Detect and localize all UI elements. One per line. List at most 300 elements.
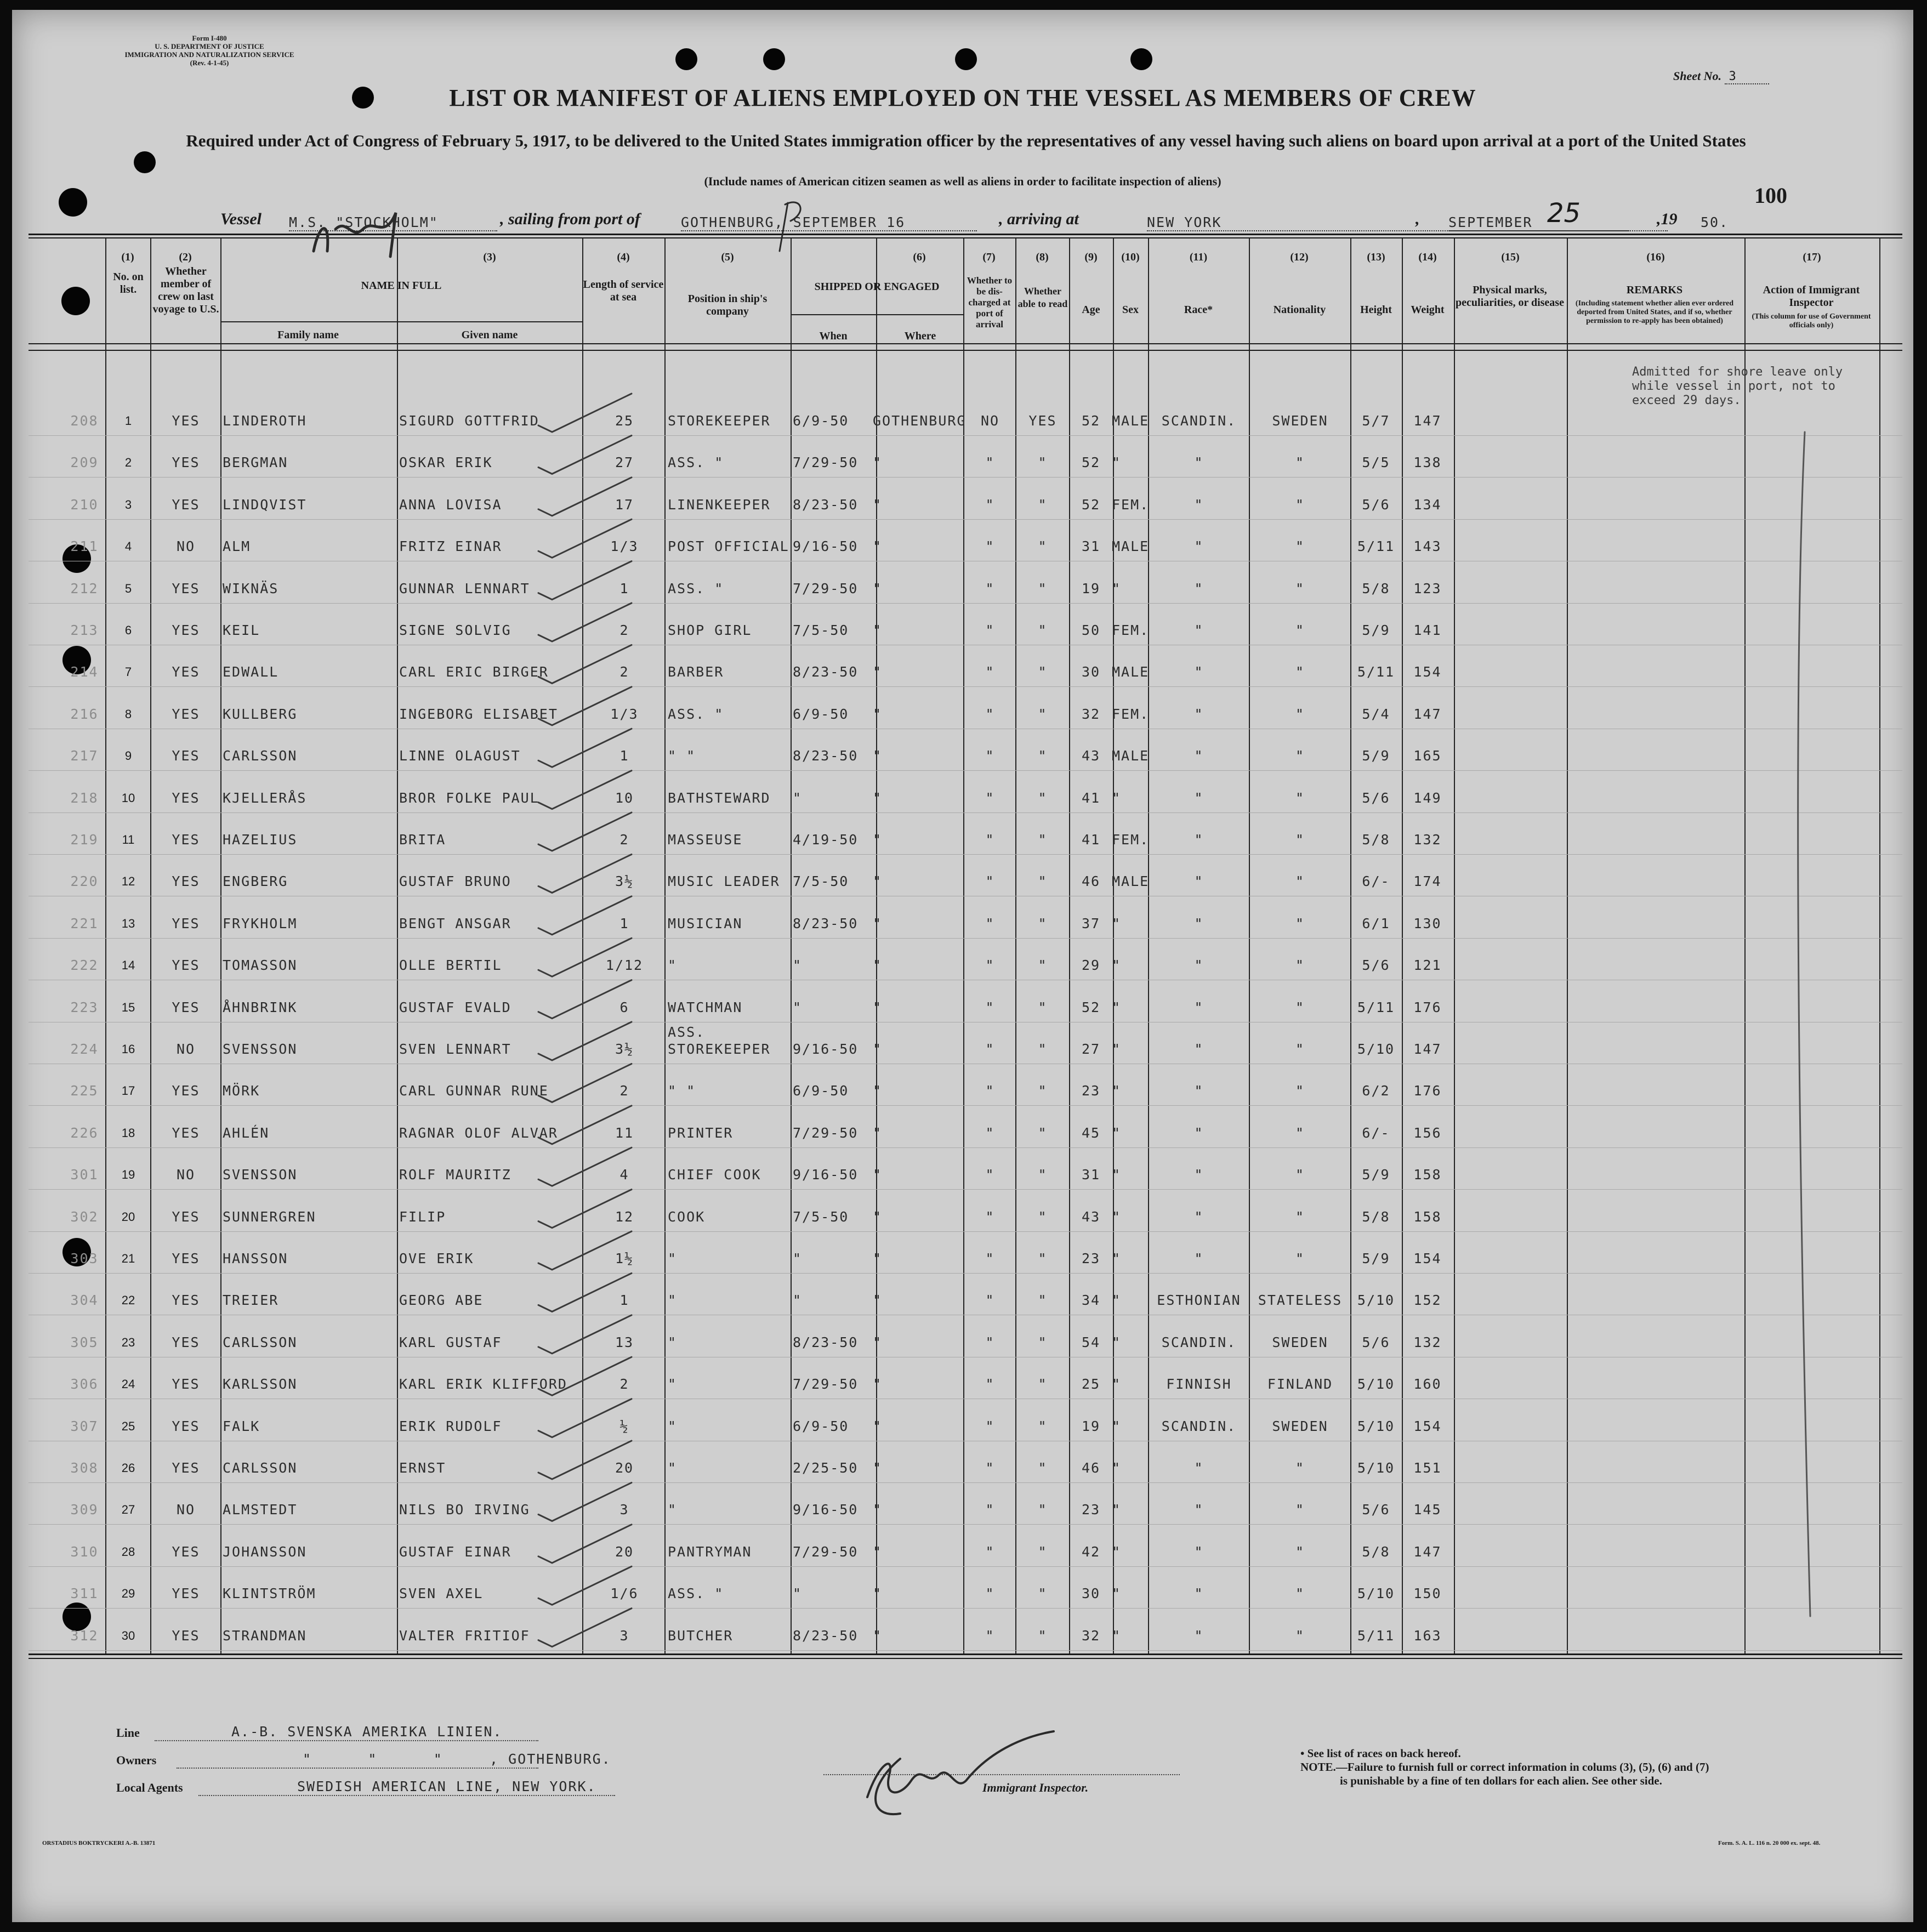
cell-sex: " (1112, 1334, 1122, 1350)
cell-read: " (1038, 1418, 1048, 1434)
cell-nat: SWEDEN (1272, 1334, 1328, 1350)
cell-no: 3 (124, 497, 132, 512)
cell-sex: MALE (1112, 748, 1150, 764)
header-when: When (819, 330, 848, 342)
cell-read: YES (1028, 413, 1057, 429)
cell-age: 32 (1081, 706, 1101, 722)
cell-age: 23 (1081, 1083, 1101, 1099)
cell-family: HAZELIUS (223, 832, 298, 848)
check-mark (538, 729, 632, 767)
cell-service: 1/3 (610, 538, 639, 555)
cell-sex: MALE (1112, 664, 1150, 680)
cell-disch: " (985, 1334, 995, 1350)
cell-disch: " (985, 789, 995, 806)
cell-when: " (793, 789, 803, 806)
cell-family: LINDQVIST (223, 496, 307, 513)
cell-height: 6/- (1362, 873, 1390, 890)
cell-no: 9 (124, 749, 132, 763)
cell-disch: " (985, 1292, 995, 1309)
cell-ref: 220 (70, 873, 99, 890)
cell-age: 43 (1081, 748, 1101, 764)
cell-ref: 210 (70, 496, 99, 513)
cell-read: " (1038, 1376, 1048, 1393)
cell-weight: 158 (1413, 1167, 1442, 1183)
cell-ref: 219 (70, 832, 99, 848)
cell-given: SVEN LENNART (399, 1041, 511, 1057)
column-number: (17) (1803, 251, 1821, 263)
remarks-text: Admitted for shore leave only while vessel in port, not to exceed 29 days. (1632, 365, 1843, 407)
cell-last: YES (172, 999, 200, 1015)
cell-no: 1 (124, 414, 132, 428)
cell-sex: " (1112, 1041, 1122, 1057)
cell-ref: 301 (70, 1167, 99, 1183)
cell-position: STOREKEEPER (668, 1041, 771, 1057)
cell-last: NO (176, 1502, 196, 1518)
cell-disch: " (985, 538, 995, 555)
cell-family: FRYKHOLM (223, 915, 298, 931)
cell-sex: " (1112, 454, 1122, 471)
cell-no: 11 (122, 833, 135, 846)
check-mark (538, 394, 632, 432)
footer-agents-value: SWEDISH AMERICAN LINE, NEW YORK. (297, 1778, 596, 1794)
cell-age: 52 (1081, 413, 1101, 429)
cell-position: ASS. " (668, 706, 724, 722)
cell-position: " (668, 1376, 678, 1393)
cell-when: 6/9-50 (793, 1083, 849, 1099)
cell-read: " (1038, 538, 1048, 555)
cell-height: 5/9 (1362, 748, 1390, 764)
cell-height: 5/10 (1357, 1418, 1395, 1434)
cell-ref: 213 (70, 622, 99, 638)
cell-when: " (793, 1292, 803, 1309)
cell-nat: " (1295, 706, 1305, 722)
cell-disch: " (985, 706, 995, 722)
cell-weight: 141 (1413, 622, 1442, 638)
cell-when: 9/16-50 (793, 1502, 859, 1518)
cell-when: 8/23-50 (793, 496, 859, 513)
cell-no: 27 (121, 1503, 135, 1517)
cell-sex: " (1112, 1251, 1122, 1266)
cell-when: 7/5-50 (793, 1208, 849, 1225)
cell-last: YES (172, 957, 200, 974)
cell-race: " (1194, 1124, 1204, 1141)
cell-height: 5/6 (1362, 789, 1390, 806)
cell-race: SCANDIN. (1161, 413, 1237, 429)
column-number: (10) (1121, 251, 1140, 263)
cell-disch: " (985, 1586, 995, 1602)
cell-height: 5/6 (1362, 1334, 1390, 1350)
cell-no: 18 (121, 1126, 135, 1140)
check-mark (538, 1525, 632, 1563)
cell-service: 17 (615, 496, 634, 513)
cell-height: 5/11 (1357, 999, 1395, 1015)
cell-when: 8/23-50 (793, 1334, 859, 1350)
footer-owners-label: Owners (116, 1753, 157, 1767)
cell-given: ANNA LOVISA (399, 496, 502, 513)
cell-family: CARLSSON (223, 1460, 298, 1476)
cell-age: 23 (1081, 1251, 1101, 1266)
cell-disch: " (985, 1627, 995, 1644)
cell-nat: " (1295, 1251, 1305, 1266)
cell-position: SHOP GIRL (668, 622, 752, 638)
check-mark (538, 812, 632, 851)
header-race: Race* (1184, 304, 1213, 316)
cell-sex: " (1112, 1502, 1122, 1518)
cell-where: " (873, 1208, 883, 1225)
cell-sex: MALE (1112, 873, 1150, 890)
cell-given: ROLF MAURITZ (399, 1167, 511, 1183)
cell-when: 7/5-50 (793, 873, 849, 890)
cell-sex: " (1112, 1083, 1122, 1099)
cell-family: FALK (223, 1418, 260, 1434)
cell-disch: " (985, 1124, 995, 1141)
note-fine: is punishable by a fine of ten dollars for each alien. See other side. (1340, 1774, 1662, 1787)
cell-where: " (873, 580, 883, 596)
cell-nat: " (1295, 832, 1305, 848)
cell-weight: 176 (1413, 999, 1442, 1015)
cell-race: SCANDIN. (1161, 1334, 1237, 1350)
cell-age: 29 (1081, 957, 1101, 974)
cell-race: SCANDIN. (1161, 1418, 1237, 1434)
cell-last: YES (172, 1083, 200, 1099)
cell-race: " (1194, 622, 1204, 638)
cell-ref: 214 (70, 664, 99, 680)
cell-sex: FEM. (1112, 706, 1150, 722)
cell-position: " (668, 1460, 678, 1476)
note-races: • See list of races on back hereof. (1300, 1747, 1461, 1760)
cell-ref: 307 (70, 1418, 99, 1434)
cell-disch: " (985, 999, 995, 1015)
column-number: (15) (1501, 251, 1520, 263)
cell-age: 45 (1081, 1124, 1101, 1141)
sheet-code: 100 (1754, 183, 1787, 208)
cell-position: COOK (668, 1208, 706, 1225)
check-mark (538, 1106, 632, 1144)
cell-age: 25 (1081, 1376, 1101, 1393)
cell-disch: " (985, 1543, 995, 1560)
cell-ref: 224 (70, 1041, 99, 1057)
cell-weight: 160 (1413, 1376, 1442, 1393)
cell-ref: 309 (70, 1502, 99, 1518)
cell-family: ALM (223, 538, 251, 555)
cell-service: 20 (615, 1543, 634, 1560)
cell-read: " (1038, 1543, 1048, 1560)
cell-position: PRINTER (668, 1124, 734, 1141)
cell-race: " (1194, 832, 1204, 848)
cell-last: YES (172, 1251, 200, 1266)
cell-disch: " (985, 1418, 995, 1434)
check-mark (538, 980, 632, 1019)
cell-ref: 221 (70, 915, 99, 931)
cell-read: " (1038, 622, 1048, 638)
cell-nat: " (1295, 1124, 1305, 1141)
cell-family: ENGBERG (223, 873, 288, 890)
header-age: Age (1082, 304, 1100, 316)
check-mark (538, 1357, 632, 1395)
cell-ref: 225 (70, 1083, 99, 1099)
cell-last: YES (172, 915, 200, 931)
check-mark (538, 561, 632, 600)
cell-given: INGEBORG ELISABET (399, 706, 558, 722)
cell-nat: " (1295, 664, 1305, 680)
cell-read: " (1038, 915, 1048, 931)
page-title: LIST OR MANIFEST OF ALIENS EMPLOYED ON THE VESSEL AS MEMBERS OF CREW (449, 84, 1476, 111)
cell-last: YES (172, 580, 200, 596)
cell-weight: 147 (1413, 413, 1442, 429)
cell-age: 30 (1081, 1586, 1101, 1602)
cell-disch: " (985, 915, 995, 931)
cell-ref: 312 (70, 1627, 99, 1644)
cell-position: " " (668, 1083, 696, 1099)
cell-family: TREIER (223, 1292, 279, 1309)
header-nationality: Nationality (1273, 304, 1326, 316)
cell-nat: " (1295, 1543, 1305, 1560)
cell-read: " (1038, 1208, 1048, 1225)
cell-disch: " (985, 1460, 995, 1476)
cell-no: 20 (121, 1209, 135, 1224)
cell-service: 1 (619, 580, 629, 596)
cell-family: LINDEROTH (223, 413, 307, 429)
cell-where: " (873, 873, 883, 890)
cell-age: 42 (1081, 1543, 1101, 1560)
cell-weight: 152 (1413, 1292, 1442, 1309)
header-physical-marks: Physical marks, peculiarities, or disease (1456, 284, 1564, 309)
check-mark (538, 519, 632, 558)
cell-family: KULLBERG (223, 706, 298, 722)
cell-weight: 165 (1413, 748, 1442, 764)
cell-sex: " (1112, 1586, 1122, 1602)
cell-no: 24 (121, 1377, 135, 1391)
cell-ref: 217 (70, 748, 99, 764)
cell-height: 6/- (1362, 1124, 1390, 1141)
cell-age: 34 (1081, 1292, 1101, 1309)
cell-when: " (793, 1586, 803, 1602)
cell-last: YES (172, 1376, 200, 1393)
cell-age: 37 (1081, 915, 1101, 931)
cell-sex: " (1112, 1208, 1122, 1225)
cell-disch: " (985, 1376, 995, 1393)
cell-weight: 174 (1413, 873, 1442, 890)
header-weight: Weight (1411, 304, 1445, 316)
cell-read: " (1038, 454, 1048, 471)
cell-service: 1/12 (605, 957, 644, 974)
cell-no: 8 (124, 707, 132, 721)
footer-line-value: A.-B. SVENSKA AMERIKA LINIEN. (231, 1724, 503, 1740)
column-number: (9) (1084, 251, 1098, 263)
cell-weight: 154 (1413, 1418, 1442, 1434)
cell-service: 3 (619, 1502, 629, 1518)
check-mark (538, 771, 632, 809)
cell-ref: 308 (70, 1460, 99, 1476)
cell-weight: 147 (1413, 1543, 1442, 1560)
cell-ref: 216 (70, 706, 99, 722)
cell-last: YES (172, 664, 200, 680)
cell-family: ÅHNBRINK (223, 999, 298, 1015)
cell-sex: " (1112, 999, 1122, 1015)
header-action-note: (This column for use of Government officials only) (1752, 312, 1871, 329)
cell-position: BARBER (668, 664, 724, 680)
cell-ref: 211 (70, 538, 99, 555)
footer-line-label: Line (116, 1726, 140, 1740)
cell-given: ERIK RUDOLF (399, 1418, 502, 1434)
cell-given: SIGURD GOTTFRID (399, 413, 539, 429)
column-number: (12) (1290, 251, 1309, 263)
cell-race: " (1194, 1586, 1204, 1602)
cell-where: " (873, 622, 883, 638)
cell-sex: " (1112, 1543, 1122, 1560)
cell-race: " (1194, 1502, 1204, 1518)
cell-given: LINNE OLAGUST (399, 748, 521, 764)
header-able-read: Whether able to read (1017, 286, 1068, 309)
cell-service: 1 (619, 915, 629, 931)
cell-disch: " (985, 454, 995, 471)
cell-when: 2/25-50 (793, 1460, 859, 1476)
cell-last: YES (172, 1334, 200, 1350)
page-subtitle: Required under Act of Congress of February 5, 1917, to be delivered to the United States immigration officer by the representatives of any vessel having such aliens on board upon arrival at a port of the United States (186, 131, 1746, 150)
arrival-year: 50. (1701, 214, 1729, 230)
check-mark (538, 1482, 632, 1521)
vessel-name: M.S. "STOCKHOLM" (289, 214, 497, 231)
cell-age: 50 (1081, 622, 1101, 638)
cell-given: ERNST (399, 1460, 446, 1476)
cell-height: 5/7 (1362, 413, 1390, 429)
cell-height: 5/6 (1362, 496, 1390, 513)
check-mark (538, 1190, 632, 1228)
cell-position: " (668, 957, 678, 974)
cell-where: " (873, 1292, 883, 1309)
cell-family: SUNNERGREN (223, 1208, 316, 1225)
cell-disch: " (985, 580, 995, 596)
cell-no: 6 (124, 623, 132, 637)
cell-no: 28 (121, 1544, 135, 1559)
cell-service: 27 (615, 454, 634, 471)
inspector-label: Immigrant Inspector. (982, 1781, 1089, 1794)
arrival-month: SEPTEMBER (1448, 214, 1668, 231)
column-number: (2) (179, 251, 192, 263)
cell-sex: " (1112, 1418, 1122, 1434)
cell-age: 41 (1081, 789, 1101, 806)
cell-no: 25 (121, 1419, 135, 1433)
cell-race: FINNISH (1166, 1376, 1232, 1393)
cell-no: 2 (124, 456, 132, 470)
cell-read: " (1038, 957, 1048, 974)
header-name-in-full: NAME IN FULL (361, 280, 442, 292)
cell-read: " (1038, 706, 1048, 722)
cell-last: YES (172, 1292, 200, 1309)
header-height: Height (1360, 304, 1392, 316)
cell-position: " (668, 1292, 678, 1309)
cell-read: " (1038, 748, 1048, 764)
cell-given: GUSTAF EINAR (399, 1543, 511, 1560)
cell-where: " (873, 1543, 883, 1560)
cell-last: YES (172, 1460, 200, 1476)
sailing-label: , sailing from port of (500, 210, 640, 228)
cell-service: 2 (619, 1376, 629, 1393)
header-position: Position in ship's company (687, 293, 768, 317)
cell-read: " (1038, 1124, 1048, 1141)
cell-ref: 208 (70, 413, 99, 429)
cell-given: CARL ERIC BIRGER (399, 664, 549, 680)
cell-read: " (1038, 1251, 1048, 1266)
cell-race: " (1194, 538, 1204, 555)
arrival-port: NEW YORK (1147, 214, 1629, 231)
cell-height: 5/9 (1362, 1251, 1390, 1266)
cell-nat: " (1295, 1167, 1305, 1183)
cell-when: " (793, 957, 803, 974)
cell-read: " (1038, 1167, 1048, 1183)
cell-weight: 121 (1413, 957, 1442, 974)
cell-sex: " (1112, 957, 1122, 974)
cell-last: YES (172, 496, 200, 513)
cell-where: " (873, 789, 883, 806)
cell-disch: " (985, 1208, 995, 1225)
cell-when: 9/16-50 (793, 1167, 859, 1183)
cell-family: BERGMAN (223, 454, 288, 471)
header-last-voyage: Whether member of crew on last voyage to U.S. (152, 265, 219, 315)
cell-when: 9/16-50 (793, 1041, 859, 1057)
cell-family: JOHANSSON (223, 1543, 307, 1560)
cell-ref: 304 (70, 1292, 99, 1309)
cell-weight: 151 (1413, 1460, 1442, 1476)
handwritten-marks (12, 10, 1913, 1922)
cell-disch: " (985, 748, 995, 764)
cell-nat: " (1295, 1502, 1305, 1518)
cell-age: 43 (1081, 1208, 1101, 1225)
cell-position: " " (668, 748, 696, 764)
footer-agents-label: Local Agents (116, 1781, 183, 1794)
cell-service: 2 (619, 664, 629, 680)
cell-race: " (1194, 1460, 1204, 1476)
cell-nat: " (1295, 496, 1305, 513)
cell-where: " (873, 664, 883, 680)
cell-race: " (1194, 1251, 1204, 1266)
header-discharged: Whether to be dis-charged at port of arrival (967, 275, 1013, 329)
cell-service: 2 (619, 1083, 629, 1099)
cell-given: SIGNE SOLVIG (399, 622, 511, 638)
cell-height: 5/11 (1357, 1627, 1395, 1644)
cell-position: WATCHMAN (668, 999, 743, 1015)
cell-where: " (873, 1167, 883, 1183)
cell-no: 21 (121, 1252, 135, 1265)
cell-when: 4/19-50 (793, 832, 859, 848)
cell-age: 31 (1081, 1167, 1101, 1183)
check-mark (538, 1399, 632, 1437)
cell-sex: " (1112, 1627, 1122, 1644)
cell-disch: NO (980, 413, 1000, 429)
header-no-on-list: No. on list. (113, 271, 144, 296)
cell-sex: FEM. (1112, 622, 1150, 638)
cell-disch: " (985, 1502, 995, 1518)
cell-disch: " (985, 873, 995, 890)
cell-given: GUSTAF BRUNO (399, 873, 511, 890)
cell-ref: 209 (70, 454, 99, 471)
cell-nat: " (1295, 538, 1305, 555)
cell-age: 27 (1081, 1041, 1101, 1057)
cell-weight: 158 (1413, 1208, 1442, 1225)
cell-sex: " (1112, 789, 1122, 806)
check-mark (538, 603, 632, 641)
cell-service: 1½ (615, 1251, 634, 1266)
cell-where: " (873, 999, 883, 1015)
header-remarks-note: (Including statement whether alien ever ordered deported from United States, and if so, whether permission to re-apply has been obtained) (1575, 299, 1734, 325)
cell-family: KEIL (223, 622, 260, 638)
cell-given: GUNNAR LENNART (399, 580, 530, 596)
column-number: (14) (1418, 251, 1437, 263)
cell-nat: " (1295, 873, 1305, 890)
cell-where: " (873, 1586, 883, 1602)
cell-no: 13 (121, 916, 135, 930)
column-number: (11) (1189, 251, 1208, 263)
